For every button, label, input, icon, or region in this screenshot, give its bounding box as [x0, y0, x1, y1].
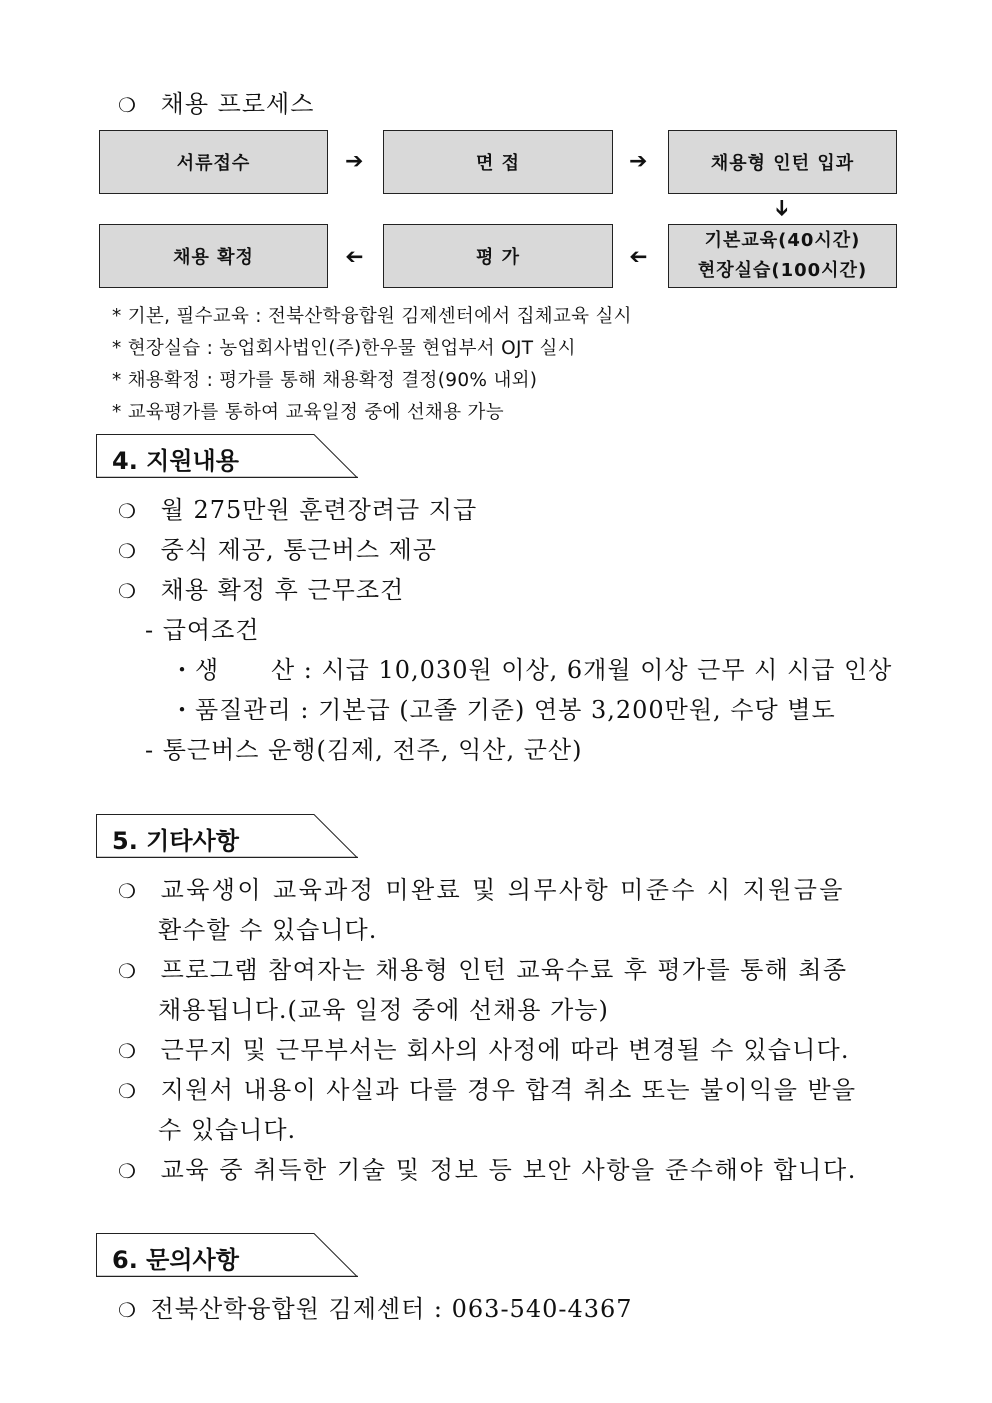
step-intern-label: 채용형 인턴 입과 — [710, 153, 855, 174]
arrow-right-icon: ➔ — [345, 149, 364, 174]
section-5-title — [96, 814, 358, 858]
section-4-title — [96, 434, 358, 478]
process-note: * 교육평가를 통하여 교육일정 중에 선채용 가능 — [112, 402, 504, 423]
list-item — [118, 1150, 857, 1185]
sub-heading-salary: - 급여조건 — [145, 616, 260, 644]
circle-bullet-icon: ❍ — [118, 1039, 137, 1063]
list-item-text: 프로그램 참여자는 채용형 인턴 교육수료 후 평가를 통해 최종 — [160, 956, 848, 984]
list-item-text: 근무지 및 근무부서는 회사의 사정에 따라 변경될 수 있습니다. — [160, 1036, 850, 1064]
list-item-text: 교육 중 취득한 기술 및 정보 등 보안 사항을 준수해야 합니다. — [160, 1156, 857, 1184]
step-docs — [99, 130, 328, 194]
salary-quality: ・품질관리 : 기본급 (고졸 기준) 연봉 3,200만원, 수당 별도 — [170, 696, 836, 724]
list-item-text: 월 275만원 훈련장려금 지급 — [160, 496, 478, 524]
list-item — [118, 950, 847, 985]
process-heading-text: 채용 프로세스 — [160, 90, 315, 118]
step-docs-label: 서류접수 — [176, 153, 251, 174]
list-item-continued: 채용됩니다.(교육 일정 중에 선채용 가능) — [158, 996, 609, 1024]
step-intern — [668, 130, 897, 194]
list-item-text: 지원서 내용이 사실과 다를 경우 합격 취소 또는 불이익을 받을 — [160, 1076, 857, 1104]
circle-bullet-icon: ❍ — [118, 539, 137, 563]
list-item-text: 교육생이 교육과정 미완료 및 의무사항 미준수 시 지원금을 — [160, 876, 845, 904]
step-training — [668, 224, 897, 288]
process-note: * 현장실습 : 농업회사법인(주)한우물 현업부서 OJT 실시 — [112, 338, 576, 359]
step-confirm-label: 채용 확정 — [173, 247, 254, 268]
arrow-down-icon: ➔ — [769, 198, 795, 218]
list-item-continued: 수 있습니다. — [158, 1116, 297, 1144]
circle-bullet-icon: ❍ — [118, 1079, 137, 1103]
circle-bullet-icon: ❍ — [118, 1298, 137, 1322]
list-item — [118, 1070, 857, 1105]
section-5-title-text: 5. 기타사항 — [112, 827, 239, 855]
list-item-continued: 환수할 수 있습니다. — [158, 916, 378, 944]
contact-line — [118, 1289, 633, 1324]
arrow-right-icon: ➔ — [629, 149, 648, 174]
step-confirm — [99, 224, 328, 288]
section-6-title — [96, 1233, 358, 1277]
list-item — [118, 570, 404, 605]
arrow-left-icon: ➔ — [345, 244, 364, 269]
circle-bullet-icon: ❍ — [118, 579, 137, 603]
list-item — [118, 870, 845, 905]
step-interview-label: 면 접 — [475, 153, 521, 174]
process-note: * 채용확정 : 평가를 통해 채용확정 결정(90% 내외) — [112, 370, 538, 391]
circle-bullet-icon: ❍ — [118, 959, 137, 983]
circle-bullet-icon: ❍ — [118, 93, 137, 117]
step-training-line1: 기본교육(40시간) — [704, 230, 861, 251]
step-evaluation-label: 평 가 — [475, 247, 521, 268]
step-interview — [383, 130, 613, 194]
circle-bullet-icon: ❍ — [118, 499, 137, 523]
process-heading — [118, 84, 314, 119]
salary-production: ・생 산 : 시급 10,030원 이상, 6개월 이상 근무 시 시급 인상 — [170, 656, 893, 684]
list-item — [118, 490, 477, 525]
list-item-text: 채용 확정 후 근무조건 — [160, 576, 405, 604]
section-6-title-text: 6. 문의사항 — [112, 1246, 239, 1274]
circle-bullet-icon: ❍ — [118, 879, 137, 903]
list-item — [118, 530, 437, 565]
step-evaluation — [383, 224, 613, 288]
sub-heading-bus: - 통근버스 운행(김제, 전주, 익산, 군산) — [145, 736, 583, 764]
arrow-left-icon: ➔ — [629, 244, 648, 269]
process-note: * 기본, 필수교육 : 전북산학융합원 김제센터에서 집체교육 실시 — [112, 306, 632, 327]
step-training-line2: 현장실습(100시간) — [697, 260, 868, 281]
circle-bullet-icon: ❍ — [118, 1159, 137, 1183]
section-4-title-text: 4. 지원내용 — [112, 447, 239, 475]
contact-text: 전북산학융합원 김제센터 : 063-540-4367 — [150, 1295, 633, 1323]
list-item-text: 중식 제공, 통근버스 제공 — [160, 536, 437, 564]
list-item — [118, 1030, 850, 1065]
